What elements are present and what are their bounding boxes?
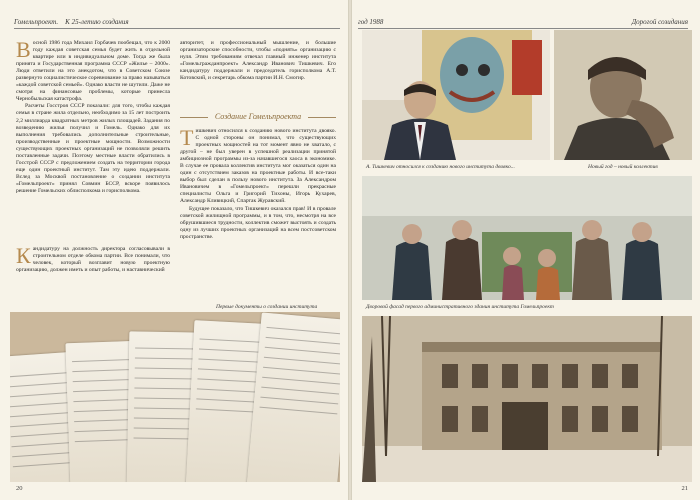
photo-illustration <box>362 30 550 160</box>
drop-cap: Т <box>180 125 194 150</box>
text-column-1 <box>16 37 170 195</box>
title-rule-left <box>180 117 208 118</box>
left-page <box>0 0 348 500</box>
caption-top-right: Новый год – новый коллектив <box>588 164 658 170</box>
caption-bottom: Дворовой фасад первого административного здания института Гомельпроект <box>366 304 554 310</box>
running-title-a: Гомельпроект. <box>14 18 59 26</box>
running-header-left <box>14 18 129 26</box>
caption-top-left: А. Тишкевич относился к созданию нового института двояко... <box>366 164 515 170</box>
docs-caption: Первые документы о создании института <box>216 304 318 310</box>
running-year: год 1988 <box>358 18 384 26</box>
drop-cap: К <box>16 243 31 268</box>
running-title-right: Дорогой созидания <box>631 18 688 26</box>
section-title <box>180 112 336 121</box>
header-rule <box>14 28 340 29</box>
photo-illustration <box>554 30 692 160</box>
paragraph: авторитет, и профессиональный мышление, и большие организаторские способности, чтобы «поднять» организацию с нуля. Этим требованиям отвечал главный инженер института «Гомельгражданпроект» Александр Иванович Тишкевич. Его кандидатуру поддержали и председатель горисполкома А.Т. Котовский, и секретарь обкома партии И.Н. Смогир. <box>180 40 336 82</box>
text-column-2-bottom <box>180 125 336 241</box>
photo-group <box>362 176 692 300</box>
drop-cap: В <box>16 37 31 62</box>
header-rule <box>358 28 688 29</box>
photo-illustration <box>362 176 692 300</box>
paragraph: осной 1986 года Михаил Горбачев пообещал, что к 2000 году каждая советская семья будет жить в отдельной квартире или в индивидуальном доме. Тогда же была принята и Государственная программа СССР «Жилье – 2000». Люди ответили на это анекдотом, что в Советском Союзе развернуто социалистическое соревнование за право называться «каждой советской семьей». Однако власти не шутили. Даже не смотря на финансовые проблемы, которые принесла Чернобыльская катастрофа. <box>16 40 170 103</box>
photo-building <box>362 316 692 482</box>
title-rule-right <box>308 117 336 118</box>
document-sheet <box>247 312 340 482</box>
paragraph: андидатуру на должность директора согласовывали в строительном отделе обкома партии. Все понимали, что человек, который возглавит новую проектную организацию, должен иметь и опыт работы, и наставнический <box>16 246 170 274</box>
section-title-text: Создание Гомельпроекта <box>214 112 302 121</box>
right-page <box>352 0 700 500</box>
page-number-left: 20 <box>16 485 23 492</box>
page-number-right: 21 <box>681 485 688 492</box>
documents-photo <box>10 312 340 482</box>
text-column-1-bottom <box>16 243 170 274</box>
photo-portrait <box>554 30 692 160</box>
photo-man-with-caricature <box>362 30 550 160</box>
text-column-2 <box>180 40 336 82</box>
photo-illustration <box>362 316 692 482</box>
paragraph: Расчеты Госстроя СССР показали: для того, чтобы каждая семья в стране жила отдельно, необходимо за 15 лет построить 2,2 миллиарда квадратных метров жилых площадей. Задания по возведению жилья получил и Гомель. Однако для их выполнения требовались дополнительные строительные, производственные и проектные мощности. Возможности существующих проектных организаций не позволяли решить поставленные задачи. Поэтому местные власти обратились в Госстрой СССР с предложением создать на территории города еще один проектный институт. Там эту идею поддержали. Вслед за Москвой постановление о создании института «Гомельпроект» принял Совмин БССР, вскоре появилось решение Гомельских облисполкома и горисполкома. <box>16 103 170 194</box>
running-title-b: К 25-летию создания <box>65 18 129 26</box>
paragraph: ишкевич относился к созданию нового института двояко. С одной стороны он понимал, что существующих проектных мощностей на тот момент явно не хватало, с другой – не был уверен в успешной реализации принятой амбициозной программы из-за начавшегося хаоса в экономике. В случае ее провала коллектив института мог оказаться один на один с отсутствием заказов на проектные работы. И все-таки выбор был сделан в пользу нового института. За Александром Ивановичем в «Гомельпроект» перешли прекрасные специалисты Ольга и Григорий Тихоны, Игорь Кухарев, Александр Кливицкий, Спартак Журавский. <box>180 128 336 205</box>
paragraph: Будущее показало, что Тишкевич оказался прав! И в провале советской жилищной программы, и в том, что, несмотря на все обрушившиеся трудности, коллектив сможет выстоять и создать одну из лучших проектных организаций на всем постсоветском пространстве. <box>180 205 336 240</box>
